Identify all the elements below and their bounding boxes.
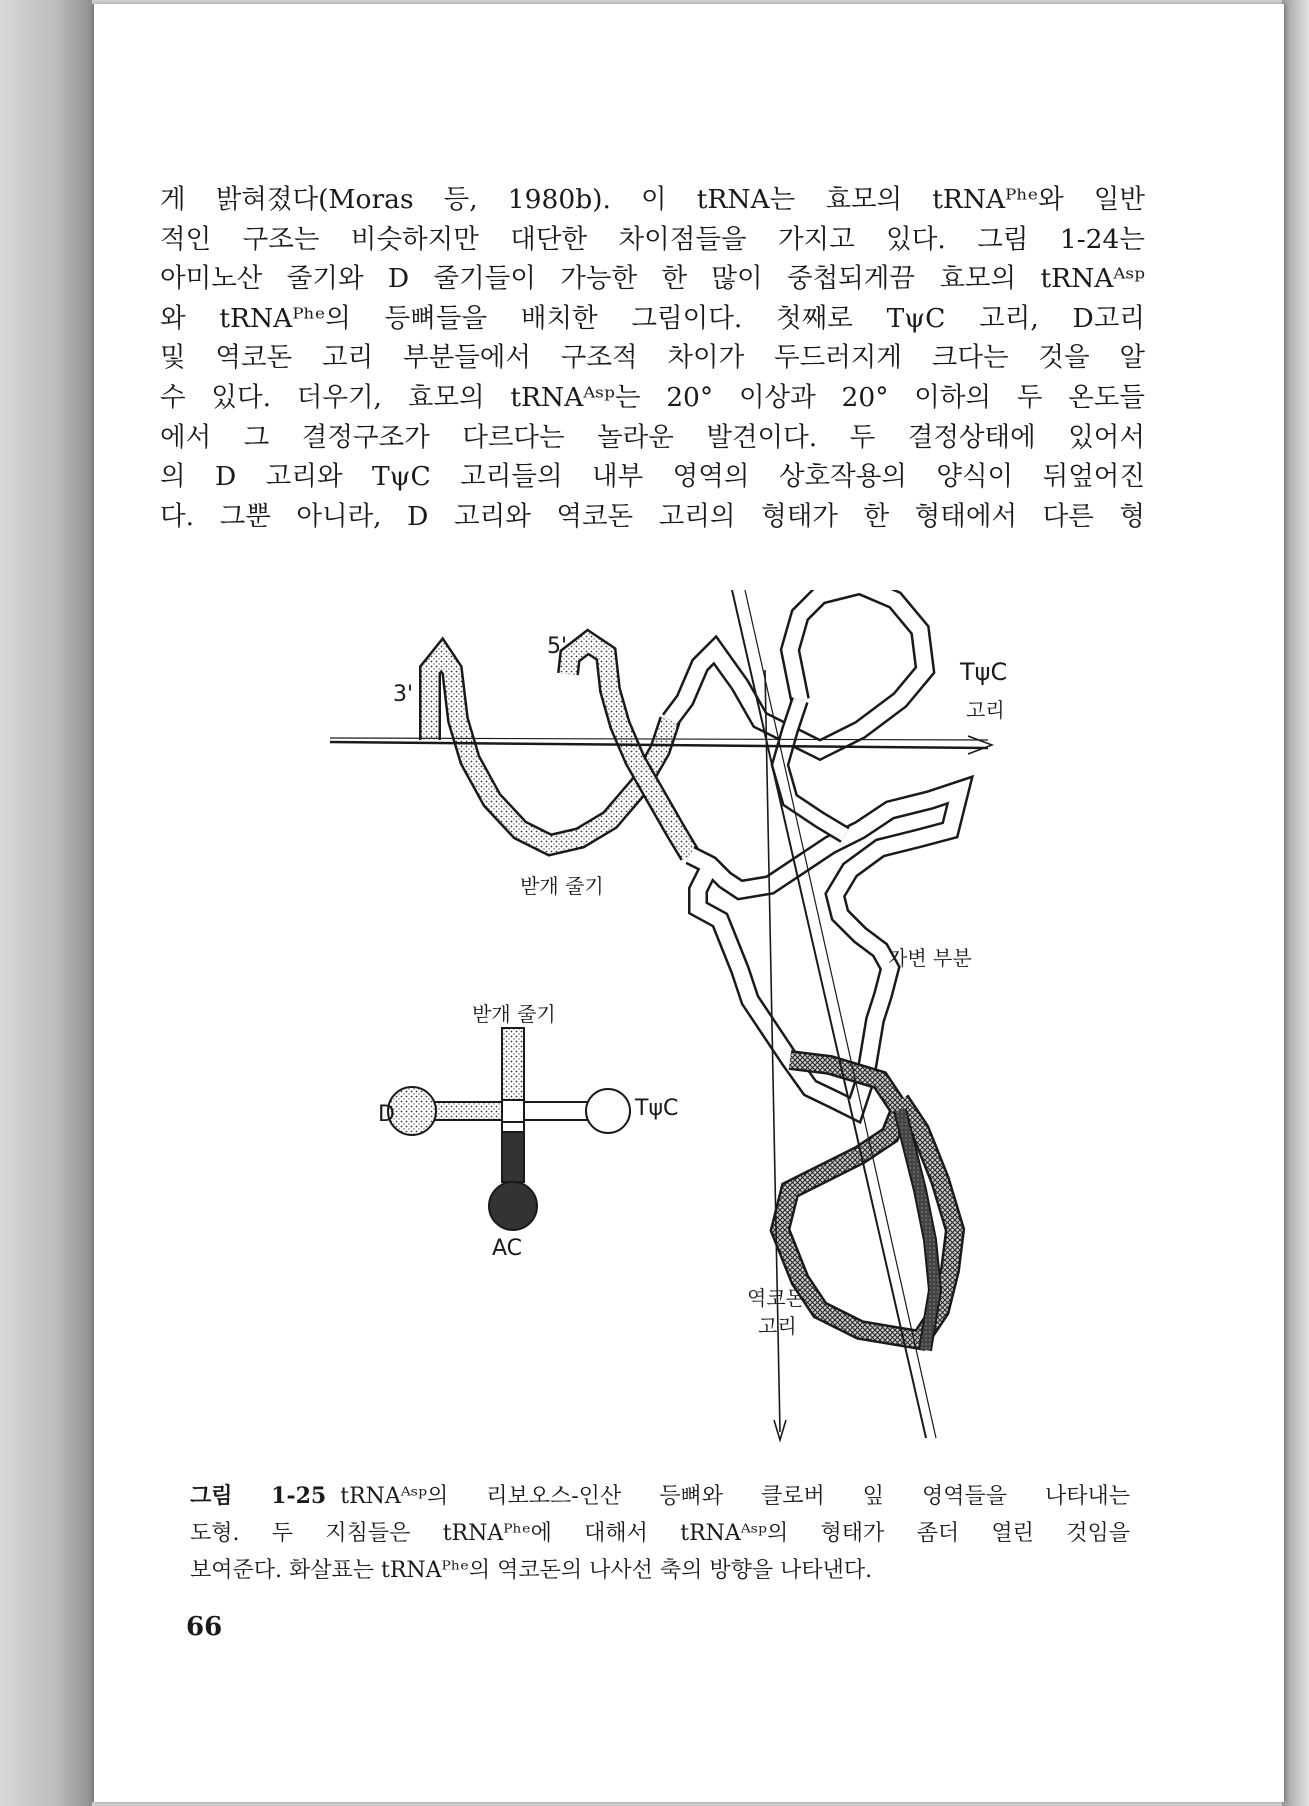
caption-text: tRNAᴬˢᵖ의 리보오스-인산 등뼈와 클로버 잎 영역들을 나타내는 (340, 1484, 1130, 1509)
label-variable-region: 가변 부분 (888, 946, 972, 970)
label-loop: 고리 (966, 698, 1005, 722)
backbone-ribbon (670, 590, 960, 1110)
body-line: 와 tRNAᴾʰᵉ의 등뼈들을 배치한 그림이다. 첫째로 TψC 고리, D고리 (160, 302, 1145, 334)
body-line: 아미노산 줄기와 D 줄기들이 가능한 한 많이 중첩되게끔 효모의 tRNAᴬˢᵖ (160, 263, 1145, 295)
book-spine (0, 0, 92, 1806)
trna-backbone-figure (100, 590, 1060, 1450)
label-5-prime: 5' (547, 634, 568, 659)
body-line: 수 있다. 더우기, 효모의 tRNAᴬˢᵖ는 20° 이상과 20° 이하의 두 온도들 (160, 381, 1145, 413)
label-anticodon-loop-1: 역코돈 (747, 1286, 805, 1310)
body-line: 적인 구조는 비슷하지만 대단한 차이점들을 가지고 있다. 그림 1-24는 (160, 223, 1145, 255)
body-paragraph (160, 180, 1145, 536)
cloverleaf-inset (388, 1028, 630, 1230)
label-tpsic-inset: TψC (635, 1096, 679, 1121)
body-line: 및 역코돈 고리 부분들에서 구조적 차이가 두드러지게 크다는 것을 알 (160, 342, 1145, 374)
page-edge (1282, 0, 1309, 1806)
caption-line: 도형. 두 지침들은 tRNAᴾʰᵉ에 대해서 tRNAᴬˢᵖ의 형태가 좀더 열린 것임을 (190, 1521, 1130, 1546)
caption-line (190, 1478, 1130, 1515)
label-acceptor-stem-inset: 받개 줄기 (472, 1002, 556, 1026)
label-anticodon-loop-2: 고리 (758, 1314, 797, 1338)
caption-title: 그림 1-25 (190, 1483, 327, 1509)
label-acceptor-stem: 받개 줄기 (520, 874, 604, 898)
body-line: 에서 그 결정구조가 다르다는 놀라운 발견이다. 두 결정상태에 있어서 (160, 421, 1145, 453)
label-d-loop: D (378, 1102, 395, 1127)
label-tpsic-loop: TψC (960, 658, 1008, 686)
acceptor-stem-ribbon (430, 642, 690, 855)
label-3-prime: 3' (393, 682, 414, 707)
body-line: 게 밝혀졌다(Moras 등, 1980b). 이 tRNA는 효모의 tRNAᴾʰᵉ와 일반 (160, 184, 1145, 215)
figure-caption (190, 1478, 1130, 1589)
caption-line: 보여준다. 화살표는 tRNAᴾʰᵉ의 역코돈의 나사선 축의 방향을 나타낸다. (190, 1558, 873, 1583)
body-line: 의 D 고리와 TψC 고리들의 내부 영역의 상호작용의 양식이 뒤엎어진 (160, 461, 1145, 493)
body-line: 다. 그뿐 아니라, D 고리와 역코돈 고리의 형태가 한 형태에서 다른 형 (160, 500, 1145, 532)
page-number: 66 (186, 1612, 223, 1642)
label-anticodon-inset: AC (492, 1236, 523, 1261)
trna-backbone-drawing (100, 590, 1060, 1450)
